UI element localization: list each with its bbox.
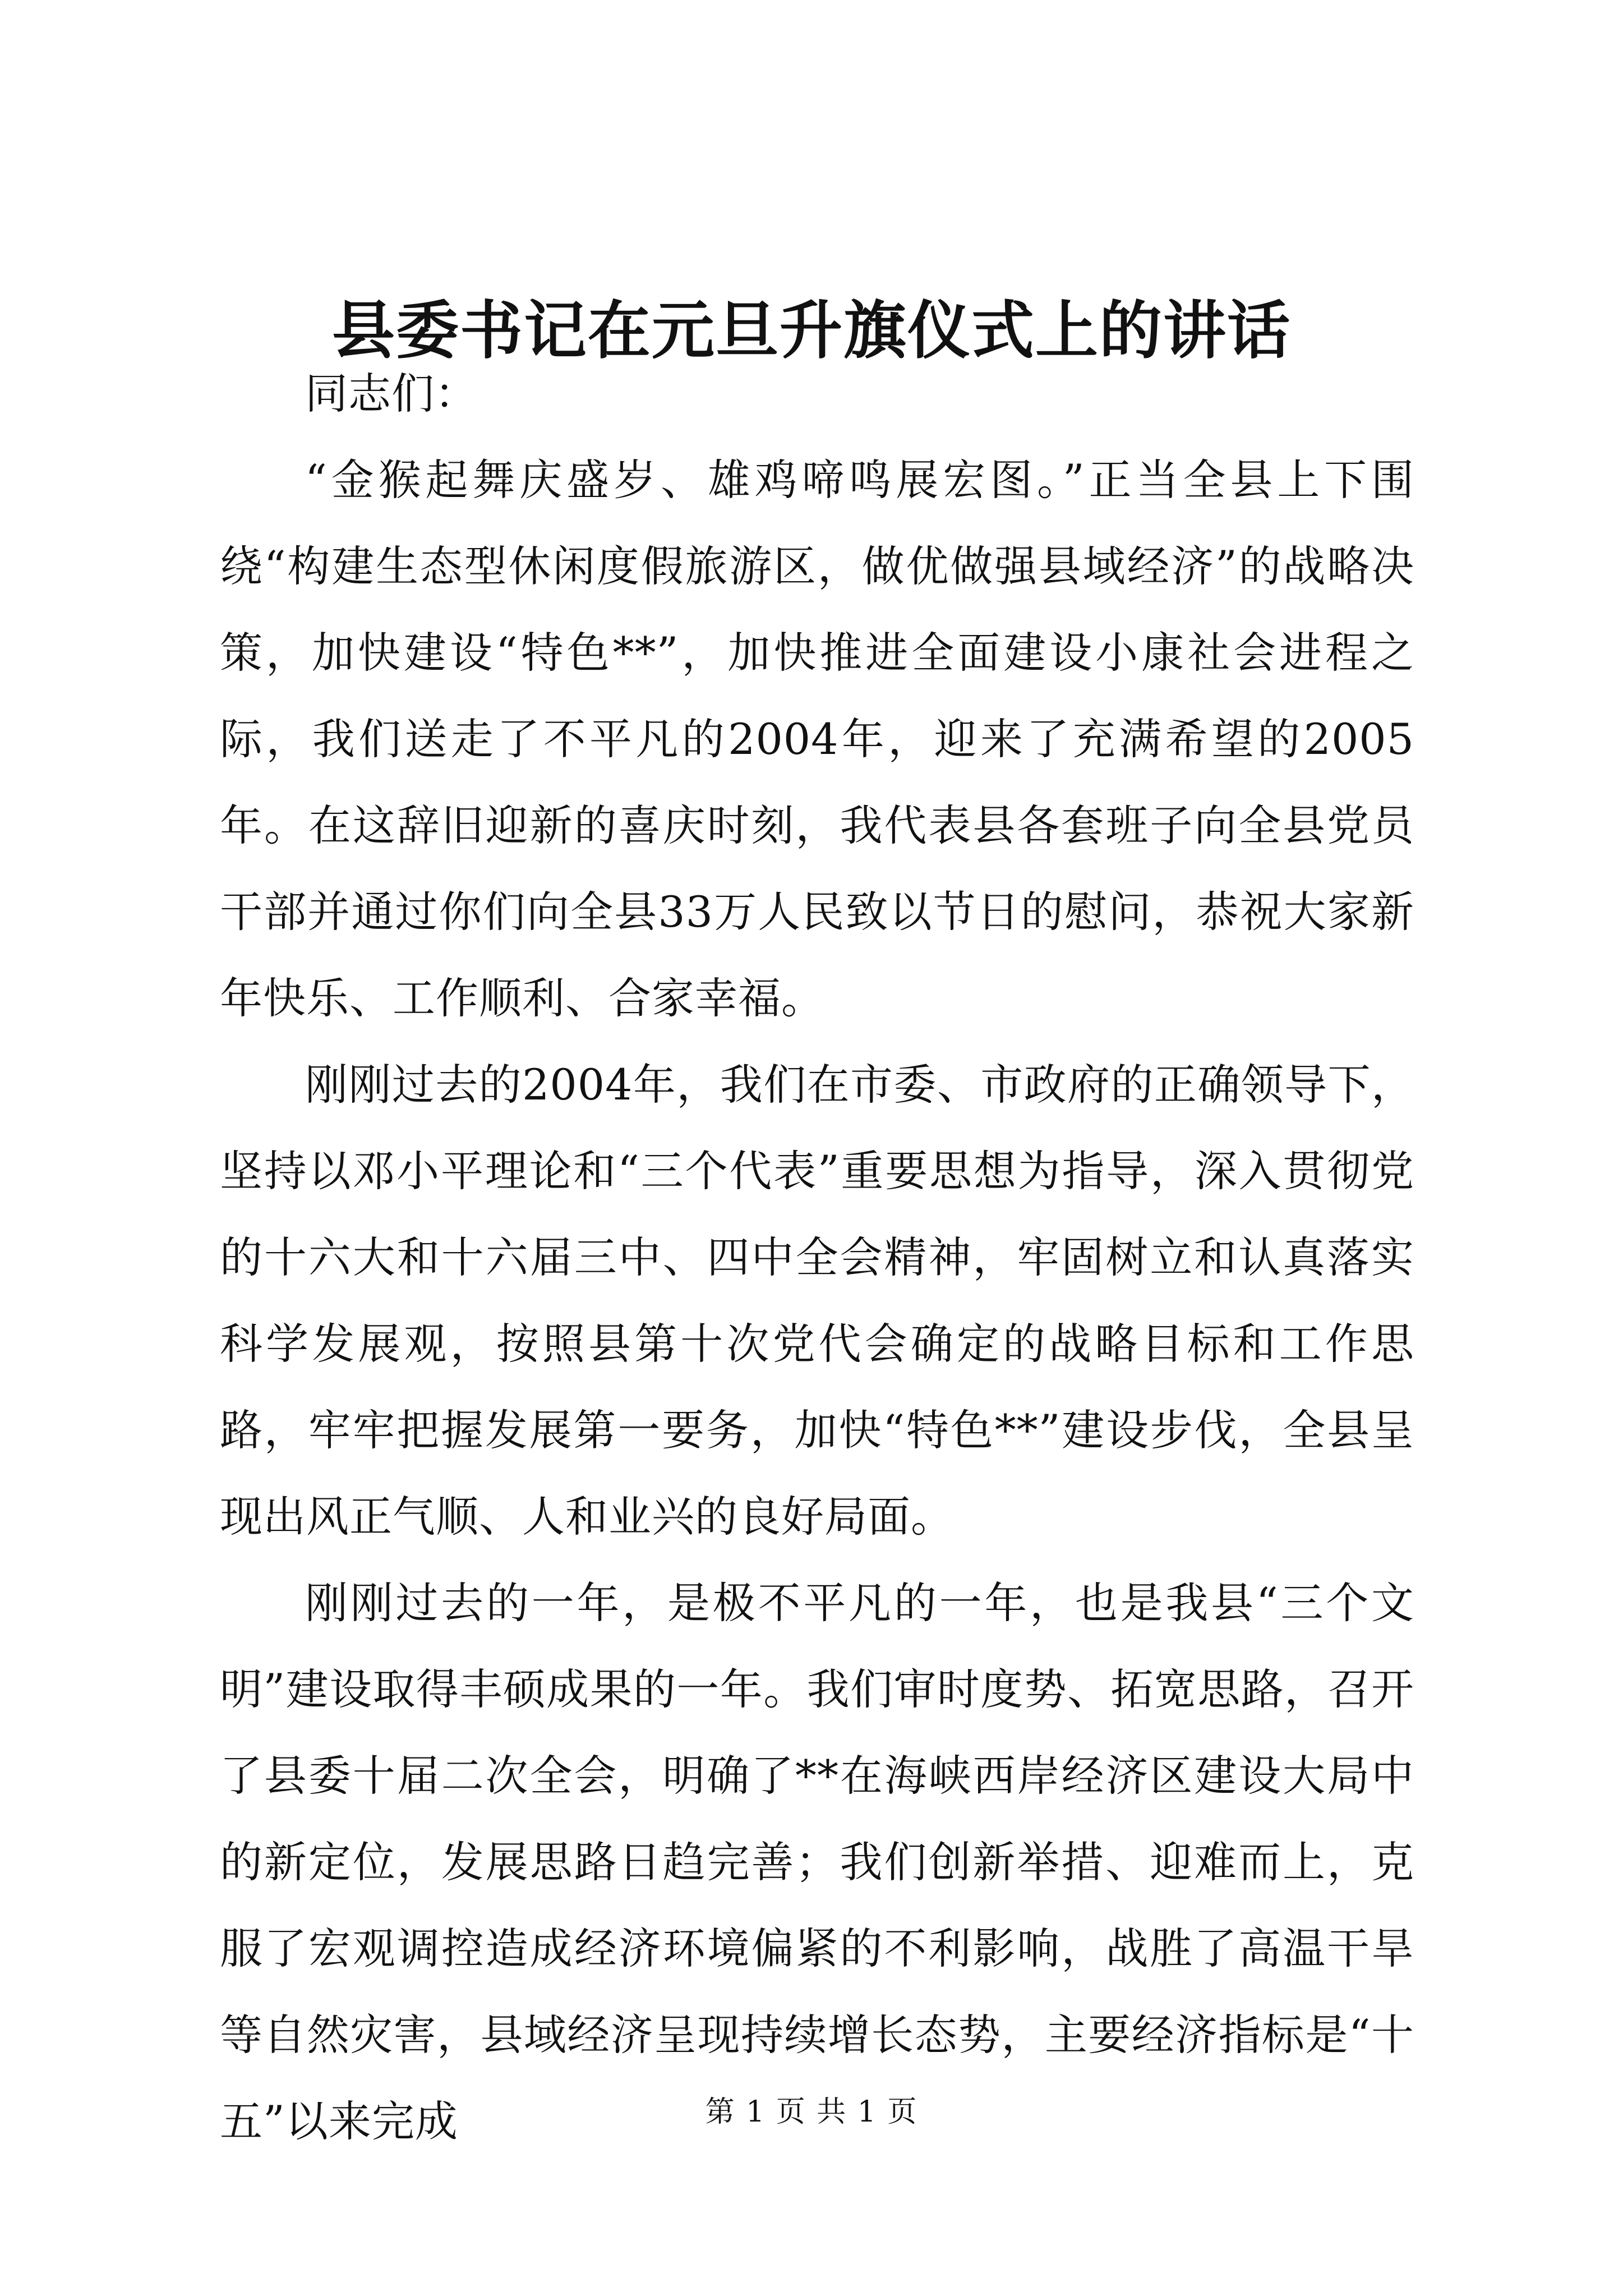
paragraph-1: “金猴起舞庆盛岁、雄鸡啼鸣展宏图。”正当全县上下围绕“构建生态型休闲度假旅游区，做优做强县域经济”的战略决策，加快建设“特色**”，加快推进全面建设小康社会进程之际，我们送走了不平凡的2004年，迎来了充满希望的2005年。在这辞旧迎新的喜庆时刻，我代表县各套班子向全县党员干部并通过你们向全县33万人民致以节日的慰问，恭祝大家新年快乐、工作顺利、合家幸福。 <box>220 455 1414 1023</box>
page-footer: 第 1 页 共 1 页 <box>705 2095 918 2129</box>
paragraph-3: 刚刚过去的一年，是极不平凡的一年，也是我县“三个文明”建设取得丰硕成果的一年。我们审时度势、拓宽思路，召开了县委十届二次全会，明确了**在海峡西岸经济区建设大局中的新定位，发展思路日趋完善；我们创新举措、迎难而上，克服了宏观调控造成经济环境偏紧的不利影响，战胜了高温干旱等自然灾害，县域经济呈现持续增长态势，主要经济指标是“十五”以来完成 <box>220 1578 1414 2146</box>
paragraph-2: 刚刚过去的2004年，我们在市委、市政府的正确领导下，坚持以邓小平理论和“三个代表”重要思想为指导，深入贯彻党的十六大和十六届三中、四中全会精神，牢固树立和认真落实科学发展观，按照县第十次党代会确定的战略目标和工作思路，牢牢把握发展第一要务，加快“特色**”建设步伐，全县呈现出风正气顺、人和业兴的良好局面。 <box>220 1060 1414 1542</box>
document-body <box>220 351 1414 2165</box>
document-title: 县委书记在元旦升旗仪式上的讲话 <box>332 294 1291 367</box>
salutation: 同志们： <box>305 369 478 418</box>
